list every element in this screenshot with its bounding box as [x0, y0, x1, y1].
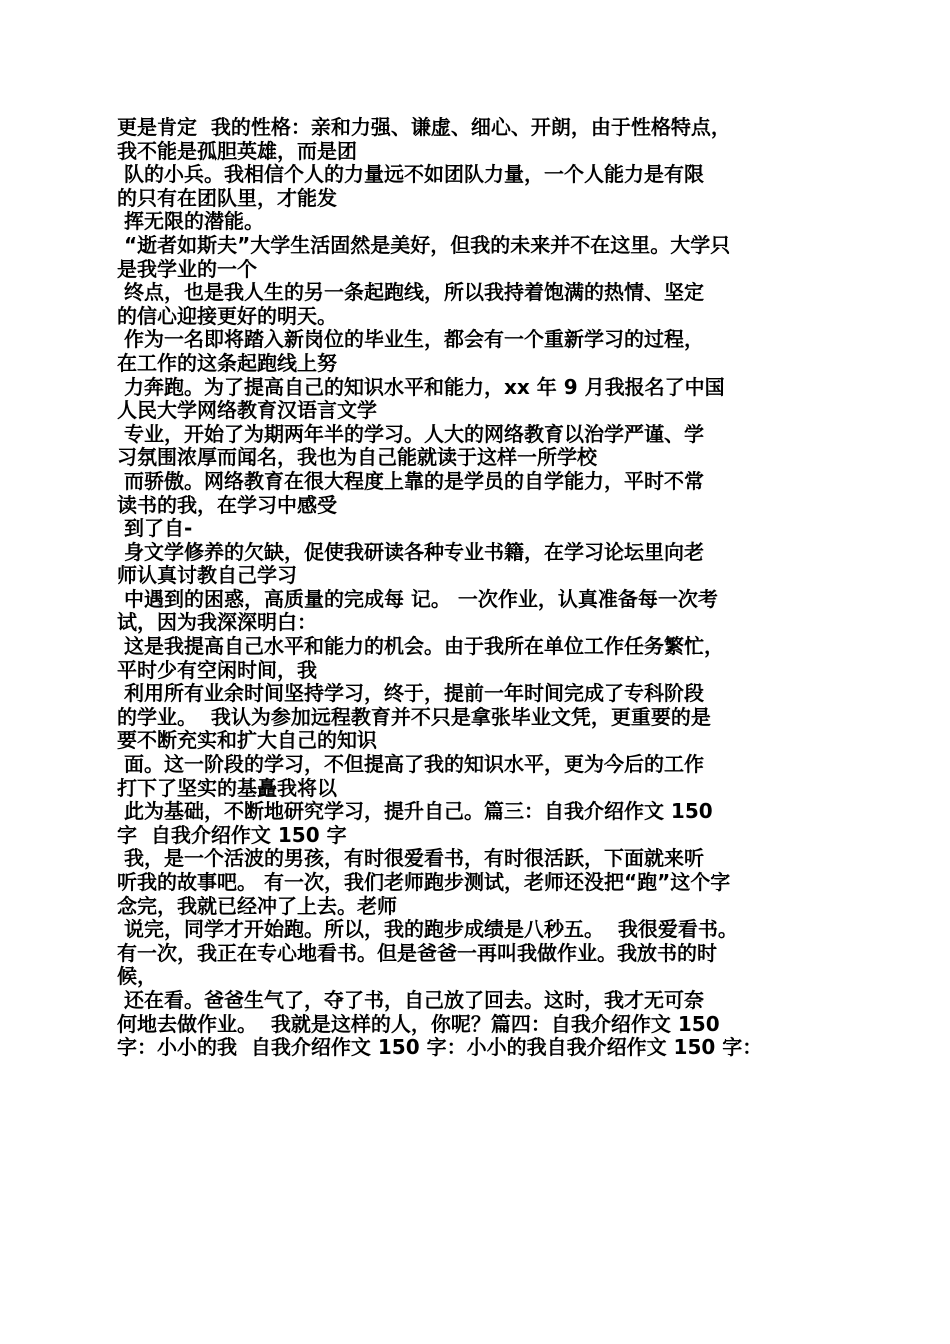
text-line: 利用所有业余时间坚持学习，终于，提前一年时间完成了专科阶段 — [117, 681, 704, 706]
text-line: 队的小兵。我相信个人的力量远不如团队力量，一个人能力是有限 — [117, 162, 704, 187]
text-line: 我不能是孤胆英雄，而是团 — [117, 138, 357, 163]
text-line: 此为基础，不断地研究学习，提升自己。篇三：自我介绍作文 150 — [117, 799, 713, 824]
text-line: 的只有在团队里，才能发 — [117, 185, 337, 210]
text-line: 身文学修养的欠缺，促使我研读各种专业书籍，在学习论坛里向老 — [117, 539, 704, 564]
text-line: 念完，我就已经冲了上去。老师 — [117, 893, 397, 918]
text-line: 力奔跑。为了提高自己的知识水平和能力，xx 年 9 月我报名了中国 — [117, 374, 725, 399]
text-line: 说完，同学才开始跑。所以，我的跑步成绩是八秒五。 我很爱看书。 — [117, 917, 738, 942]
text-line: 这是我提高自己水平和能力的机会。由于我所在单位工作任务繁忙， — [117, 634, 724, 659]
text-line: 人民大学网络教育汉语言文学 — [117, 398, 377, 423]
text-line: 字 自我介绍作文 150 字 — [117, 822, 347, 847]
text-line: 在工作的这条起跑线上努 — [117, 350, 337, 375]
text-line: 还在看。爸爸生气了，夺了书，自己放了回去。这时，我才无可奈 — [117, 987, 704, 1012]
text-line: 习氛围浓厚而闻名，我也为自己能就读于这样一所学校 — [117, 445, 597, 470]
text-line: 何地去做作业。 我就是这样的人，你呢？篇四：自我介绍作文 150 — [117, 1011, 720, 1036]
text-line: 有一次，我正在专心地看书。但是爸爸一再叫我做作业。我放书的时 — [117, 940, 717, 965]
text-line: “逝者如斯夫”大学生活固然是美好，但我的未来并不在这里。大学只 — [117, 232, 731, 257]
text-line: 的学业。 我认为参加远程教育并不只是拿张毕业文凭，更重要的是 — [117, 704, 711, 729]
text-line: 是我学业的一个 — [117, 256, 257, 281]
text-line: 到了自- — [117, 516, 193, 541]
document-body-text — [117, 116, 847, 1060]
text-line: 候， — [117, 964, 157, 989]
text-line: 平时少有空闲时间，我 — [117, 657, 317, 682]
text-line: 挥无限的潜能。 — [117, 209, 264, 234]
text-line: 读书的我，在学习中感受 — [117, 492, 337, 517]
text-line: 而骄傲。网络教育在很大程度上靠的是学员的自学能力，平时不常 — [117, 468, 704, 493]
text-line: 专业，开始了为期两年半的学习。人大的网络教育以治学严谨、学 — [117, 421, 704, 446]
text-line: 打下了坚实的基矗我将以 — [117, 775, 337, 800]
text-line: 要不断充实和扩大自己的知识 — [117, 728, 377, 753]
text-line: 听我的故事吧。 有一次，我们老师跑步测试，老师还没把“跑”这个字 — [117, 870, 731, 894]
text-line: 字：小小的我 自我介绍作文 150 字：小小的我自我介绍作文 150 字： — [117, 1035, 763, 1060]
text-line: 的信心迎接更好的明天。 — [117, 303, 337, 328]
text-line: 试，因为我深深明白： — [117, 610, 317, 635]
text-line: 终点，也是我人生的另一条起跑线，所以我持着饱满的热情、坚定 — [117, 280, 704, 305]
text-line: 面。这一阶段的学习，不但提高了我的知识水平，更为今后的工作 — [117, 752, 704, 777]
text-line: 更是肯定 我的性格：亲和力强、谦虚、细心、开朗，由于性格特点， — [117, 115, 731, 139]
text-line: 中遇到的困惑，高质量的完成每 记。 一次作业，认真准备每一次考 — [117, 586, 718, 611]
text-line: 师认真讨教自己学习 — [117, 563, 297, 588]
text-line: 我，是一个活波的男孩，有时很爱看书，有时很活跃，下面就来听 — [117, 846, 704, 871]
text-line: 作为一名即将踏入新岗位的毕业生，都会有一个重新学习的过程， — [117, 327, 704, 352]
